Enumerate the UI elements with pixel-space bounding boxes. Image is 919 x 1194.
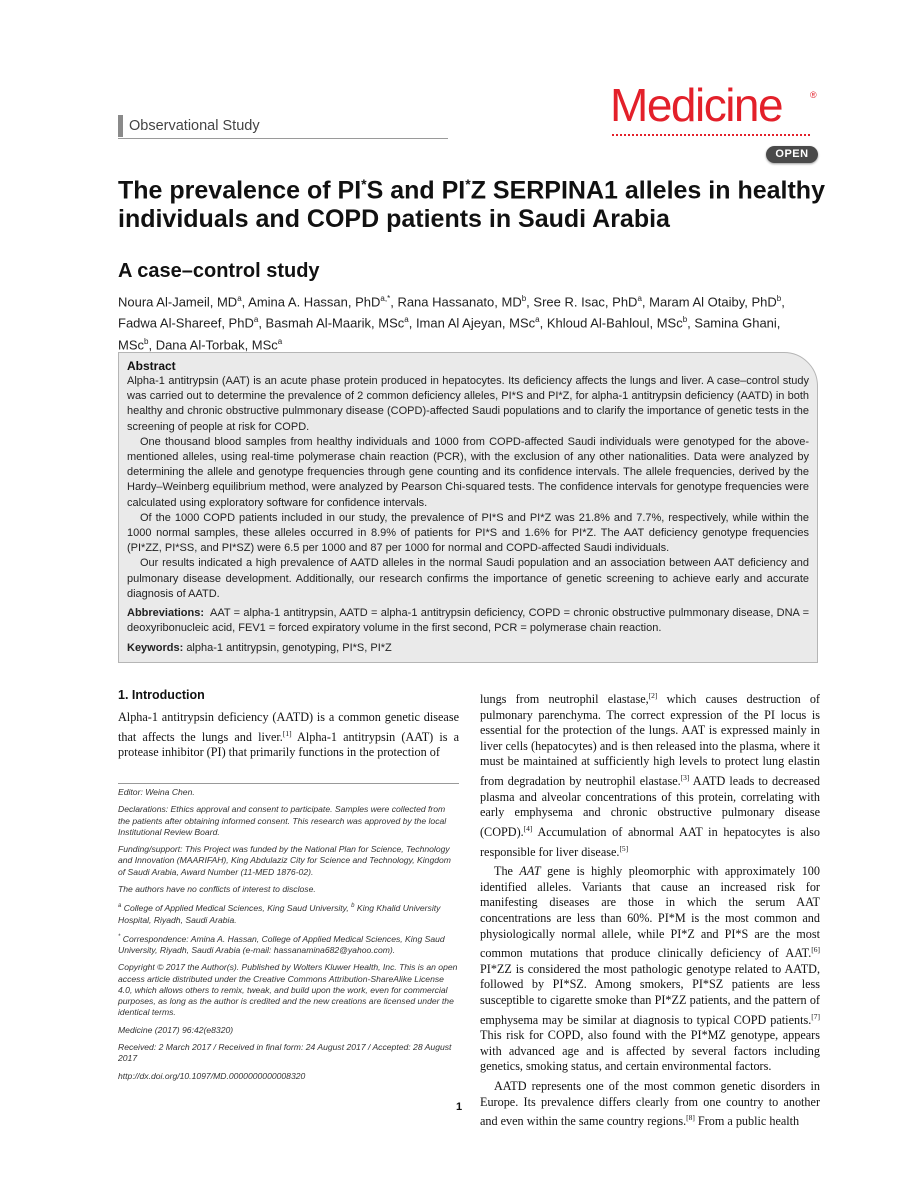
citation-ref[interactable]: [3]	[680, 773, 690, 783]
abbreviations-label: Abbreviations:	[127, 607, 205, 620]
journal-logo: Medicine	[610, 79, 783, 131]
author-separator: ,	[258, 315, 266, 331]
author-separator: ,	[148, 336, 156, 352]
body-text: AATD leads to decreased plasma and alveolar concentrations of this protein, correlating with early emphysema and chronic obstructive pulmonary disease (COPD).	[480, 774, 820, 839]
footnote-declarations: Declarations: Ethics approval and consent to participate. Samples were collected from the patients after obtaining informed consent. This research was approved by the local Institutional Review Board.	[118, 804, 447, 837]
section-rule	[118, 138, 448, 139]
author-name: Samina Ghani, MSc	[118, 315, 781, 352]
footnote-affiliations	[118, 901, 459, 925]
footnote-rule	[118, 783, 459, 784]
citation-ref[interactable]: [4]	[523, 823, 533, 833]
body-text: Alpha-1 antitrypsin (AAT) is a protease inhibitor (PI) that primarily functions in the protection of	[118, 729, 460, 760]
author-separator: ,	[390, 294, 398, 310]
author-name: Iman Al Ajeyan, MSc	[415, 315, 536, 331]
author-affiliation: b	[682, 315, 688, 325]
article-subtitle: A case–control study	[118, 260, 320, 282]
title-star: *	[465, 176, 471, 192]
abstract-box	[118, 352, 818, 663]
article-title	[118, 170, 838, 233]
page-number: 1	[455, 1101, 463, 1113]
body-text: AATD represents one of the most common genetic disorders in Europe. Its prevalence differs clearly from one country to another and even within the same country regions.	[480, 1079, 820, 1129]
body-text: This risk for COPD, also found with the PI*MZ genotype, appears with advanced age and is affected by several factors including genetics, smoking status, and certain environmental factors.	[480, 1028, 820, 1074]
abbreviations	[127, 606, 809, 636]
keywords-label: Keywords:	[127, 642, 184, 655]
intro-paragraph	[480, 688, 820, 860]
footnote-editor: Editor: Weina Chen.	[118, 787, 195, 797]
author-name: Basmah Al-Maarik, MSc	[265, 315, 405, 331]
abstract-paragraph: Of the 1000 COPD patients included in our study, the prevalence of PI*S and PI*Z was 21.8% and 7.7%, respectively, while within the 1000 normal samples, these alleles occurred in 8.9% of patients for PI*S and 1.6% for PI*Z. The AAT deficiency genotype frequencies (PI*ZZ, PI*SS, and PI*SZ) were 6.5 per 1000 and 87 per 1000 for normal and COPD-affected Saudi individuals.	[127, 511, 809, 555]
intro-paragraph	[480, 1079, 820, 1130]
author-affiliation: a	[535, 315, 540, 325]
author-name: Noura Al-Jameil, MD	[118, 294, 238, 310]
footnote-conflicts: The authors have no conflicts of interest to disclose.	[118, 884, 316, 895]
keywords	[127, 641, 809, 656]
author-affiliation: a	[237, 294, 242, 303]
left-column	[118, 688, 459, 761]
author-affiliation: a	[637, 294, 642, 303]
author-name: Sree R. Isac, PhD	[533, 294, 638, 310]
author-list	[118, 290, 818, 354]
title-star: *	[361, 176, 367, 192]
abstract-paragraph: Alpha-1 antitrypsin (AAT) is an acute phase protein produced in hepatocytes. Its deficiency affects the lungs and liver. A case–control study was carried out to determine the prevalence of 2 common deficiency alleles, PI*S and PI*Z, for alpha-1 antitrypsin deficiency (AATD) in both healthy and chronic obstructive pulmmonary disease (COPD)-affected Saudi populations and to clarify the importance of genetic tests in the screening of people at risk for COPD.	[127, 375, 809, 433]
abstract-paragraph: One thousand blood samples from healthy individuals and 1000 from COPD-affected Saudi individuals were genotyped for the above-mentioned alleles, using real-time polymerase chain reaction (PCR), with the exclusion of any other nationalities. Data were analyzed by determining the allele and genotype frequencies through gene counting and its confidence intervals. The allele frequencies, derived by the Hardy–Weinberg equilibrium method, were analyzed by Pearson Chi-squared tests. The confidence intervals for genotype frequencies were calculated using exploratory software for confidence intervals.	[127, 435, 809, 509]
aff-b: King Khalid University Hospital, Riyadh, Saudi Arabia.	[118, 903, 441, 925]
citation-ref[interactable]: [1]	[282, 728, 292, 738]
title-part: Z SERPINA1 alleles in healthy individuals and COPD patients in Saudi Arabia	[118, 176, 825, 233]
author-affiliation: a	[277, 336, 283, 346]
author-separator: ,	[539, 315, 547, 331]
aff-mark: b	[351, 903, 355, 910]
body-text: From a public health	[694, 1114, 800, 1129]
abstract-paragraph: Our results indicated a high prevalence of AATD alleles in the normal Saudi population and an association between AAT deficiency and pulmonary disease development. Additionally, our research confirms the importance of genetic screening to achieve early and accurate diagnosis of AATD.	[127, 557, 809, 600]
author-affiliation: b	[776, 294, 782, 303]
author-separator: ,	[687, 315, 695, 331]
author-name: Maram Al Otaiby, PhD	[649, 294, 777, 310]
body-text: lungs from neutrophil elastase,	[480, 692, 649, 707]
body-text: gene is highly pleomorphic with approximately 100 identified alleles. Variants that cause an increased risk for manifesting diseases are those in which the serum AAT concentrations are less than 60%. PI*M is the most common and physiologically normal allele, while PI*Z and PI*S are the most common mutations that produce clinically deficiency of AAT.	[480, 864, 820, 961]
section-label: Observational Study	[129, 118, 260, 134]
author-name: Amina A. Hassan, PhD	[248, 294, 381, 310]
title-part: The prevalence of PI	[118, 176, 362, 205]
section-tag-bar	[118, 115, 123, 137]
author-separator: ,	[408, 315, 416, 331]
body-text: The	[494, 864, 520, 879]
aff-mark: a	[118, 903, 122, 910]
author-affiliation: a,*	[380, 294, 391, 303]
author-name: Fadwa Al-Shareef, PhD	[118, 315, 254, 331]
footnote-funding: Funding/support: This Project was funded by the National Plan for Science, Technology and Innovation (MAARIFAH), King Abdulaziz City for Science and Technology, Kingdom of Saudi Arabia, Award Number (11-MED 1876-02).	[118, 844, 451, 877]
citation-ref[interactable]: [8]	[686, 1113, 695, 1123]
author-name: Khloud Al-Bahloul, MSc	[546, 315, 683, 331]
open-access-badge: OPEN	[766, 146, 818, 163]
author-affiliation: a	[404, 315, 409, 325]
footnotes	[118, 787, 459, 1088]
keywords-text: alpha-1 antitrypsin, genotyping, PI*S, PI*Z	[186, 642, 392, 655]
section-tag	[118, 114, 260, 138]
body-text: PI*ZZ is considered the most pathologic genotype related to AATD, followed by PI*SZ. Among smokers, PI*SZ patients are less susceptible to cigarette smoke than PI*ZZ patients, and the pattern of emphysema may be similar at diagnosis to typical COPD patients.	[480, 961, 820, 1027]
citation-ref[interactable]: [2]	[648, 691, 658, 700]
correspondence-text: Correspondence: Amina A. Hassan, College of Applied Medical Sciences, King Saud University, Riyadh, Saudi Arabia (e-mail: hassanamina682@yahoo.com).	[118, 933, 445, 955]
aff-a: College of Applied Medical Sciences, King Saud University,	[121, 903, 352, 914]
citation-ref[interactable]: [7]	[811, 1011, 820, 1021]
author-separator: ,	[241, 294, 249, 310]
author-affiliation: a	[253, 315, 259, 325]
abbreviations-text: AAT = alpha-1 antitrypsin, AATD = alpha-1 antitrypsin deficiency, COPD = chronic obstructive pulmmonary disease, DNA = deoxyribonucleic acid, FEV1 = forced expiratory volume in the first second, PCR = polymerase chain reaction.	[127, 607, 810, 635]
body-text: Alpha-1 antitrypsin deficiency (AATD) is a common genetic disease that affects the lungs and liver.	[118, 710, 459, 744]
footnote-correspondence	[118, 932, 459, 956]
intro-heading: 1. Introduction	[118, 688, 205, 702]
abstract-heading: Abstract	[127, 359, 176, 373]
logo-dotted-rule	[612, 134, 810, 136]
body-text: which causes destruction of pulmonary parenchyma. The correct expression of the PI locus is essential for the protection of the lungs. AAT is expressed mainly in liver cells (hepatocytes) and is then released into the plasma, where it must be maintained at sufficiently high levels to protect lung elastin from degradation by neutrophil elastase.	[480, 692, 820, 789]
author-separator: ,	[526, 294, 534, 310]
author-affiliation: b	[144, 336, 149, 346]
registered-mark: ®	[810, 90, 817, 100]
intro-paragraph-left	[118, 710, 459, 761]
author-affiliation: b	[521, 294, 527, 303]
footnote-citation: Medicine (2017) 96:42(e8320)	[118, 1024, 234, 1035]
right-column	[480, 688, 820, 1130]
title-part: S and PI	[366, 176, 466, 205]
citation-ref[interactable]: [6]	[811, 945, 820, 955]
italic-text: AAT	[519, 864, 541, 879]
footnote-doi[interactable]: http://dx.doi.org/10.1097/MD.0000000000008320	[118, 1070, 306, 1081]
footnote-received: Received: 2 March 2017 / Received in final form: 24 August 2017 / Accepted: 28 August 2017	[118, 1042, 452, 1064]
author-name: Dana Al-Torbak, MSc	[155, 336, 278, 352]
author-name: Rana Hassanato, MD	[397, 294, 522, 310]
intro-paragraph	[480, 864, 820, 1075]
citation-ref[interactable]: [5]	[619, 843, 629, 853]
corr-mark: *	[118, 933, 121, 940]
footnote-copyright: Copyright © 2017 the Author(s). Published by Wolters Kluwer Health, Inc. This is an open access article distributed under the Creative Commons Attribution-ShareAlike License 4.0, which allows others to remix, tweak, and build upon the work, even for commercial purposes, as long as the author is credited and the new creations are licensed under the identical terms.	[118, 962, 458, 1018]
author-separator: ,	[781, 294, 785, 310]
author-separator: ,	[641, 294, 650, 310]
body-text: Accumulation of abnormal AAT in hepatocytes is also responsible for liver disease.	[480, 824, 820, 859]
